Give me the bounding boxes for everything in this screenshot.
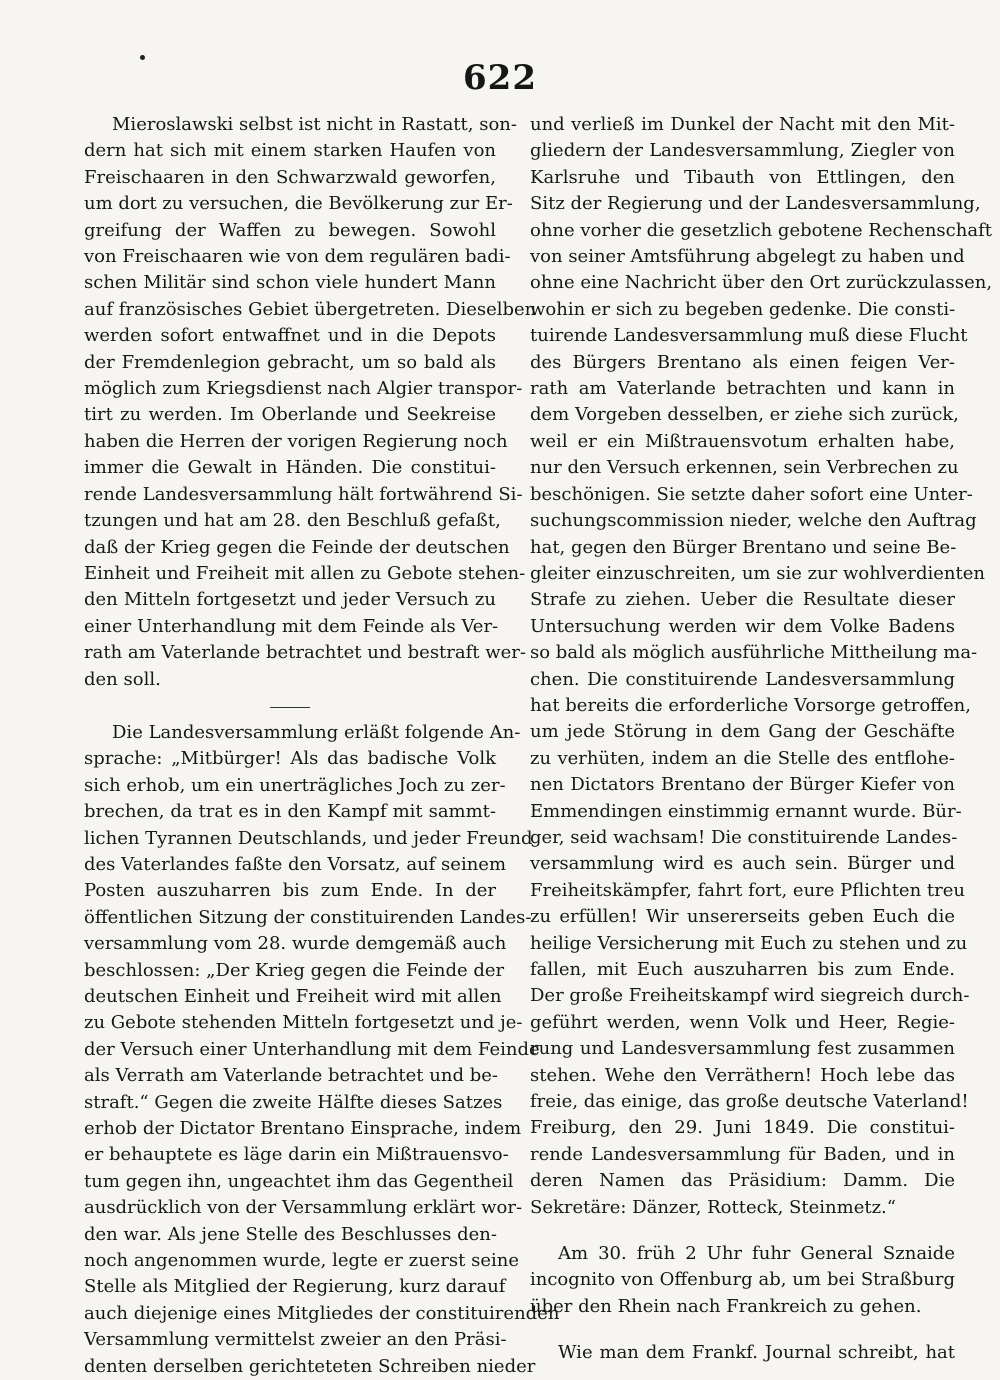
text-line: der Fremdenlegion gebracht, um so bald als (84, 351, 496, 373)
text-line: einer Unterhandlung mit dem Feinde als Ver- (84, 615, 499, 637)
text-line: rath am Vaterlande betrachtet und bestraft wer- (84, 642, 526, 664)
text-line: stehen. Wehe den Verräthern! Hoch lebe das (530, 1064, 955, 1086)
text-line: rung und Landesversammlung fest zusammen (530, 1038, 955, 1060)
text-line: erhob der Dictator Brentano Einsprache, indem (84, 1118, 522, 1140)
text-line: Einheit und Freiheit mit allen zu Gebote stehen- (84, 562, 526, 584)
text-line: nur den Versuch erkennen, sein Verbrechen zu (530, 457, 959, 479)
text-line: sich erhob, um ein unerträgliches Joch zu zer- (84, 774, 506, 796)
text-line: und verließ im Dunkel der Nacht mit den Mit- (530, 114, 955, 135)
text-line: heilige Versicherung mit Euch zu stehen und zu (530, 932, 968, 954)
text-line: ohne vorher die gesetzlich gebotene Rechenschaft (530, 219, 992, 241)
text-line: immer die Gewalt in Händen. Die constitui- (84, 457, 496, 479)
text-line: ger, seid wachsam! Die constituirende Landes- (530, 826, 958, 848)
text-line: schen Militär sind schon viele hundert Mann (84, 272, 496, 294)
text-line: den Mitteln fortgesetzt und jeder Versuch zu (84, 589, 496, 611)
text-line: tirt zu werden. Im Oberlande und Seekreise (84, 404, 496, 426)
text-line: sprache: „Mitbürger! Als das badische Volk (84, 748, 496, 770)
text-line: auf französisches Gebiet übergetreten. Dieselben (84, 298, 537, 320)
paragraph-gap (530, 1320, 955, 1340)
left-paragraph-1 (84, 112, 537, 693)
text-line: versammlung wird es auch sein. Bürger und (530, 853, 955, 875)
right-paragraph-1 (530, 112, 993, 1221)
text-line: geführt werden, wenn Volk und Heer, Regie- (530, 1011, 955, 1033)
text-line: wohin er sich zu begeben gedenke. Die consti- (530, 298, 956, 320)
text-line: straft.“ Gegen die zweite Hälfte dieses Satzes (84, 1091, 503, 1113)
text-line: hat, gegen den Bürger Brentano und seine Be- (530, 536, 957, 558)
text-line: freie, das einige, das große deutsche Vaterland! (530, 1091, 969, 1113)
left-column (84, 112, 560, 1380)
text-line: haben die Herren der vorigen Regierung noch (84, 430, 508, 452)
text-line: rende Landesversammlung für Baden, und in (530, 1143, 955, 1165)
text-line: dem Vorgeben desselben, er ziehe sich zurück, (530, 404, 959, 426)
text-line: des Bürgers Brentano als einen feigen Ver- (530, 351, 955, 373)
text-line: greifung der Waffen zu bewegen. Sowohl (84, 219, 496, 241)
text-line: Freischaaren in den Schwarzwald geworfen, (84, 166, 496, 188)
text-line: weil er ein Mißtrauensvotum erhalten habe, (530, 430, 955, 452)
right-column (530, 112, 993, 1367)
text-line: daß der Krieg gegen die Feinde der deutschen (84, 536, 510, 558)
text-line: Sekretäre: Dänzer, Rotteck, Steinmetz.“ (530, 1196, 896, 1218)
text-line: werden sofort entwaffnet und in die Depots (84, 325, 496, 347)
text-line: Karlsruhe und Tibauth von Ettlingen, den (530, 166, 955, 188)
text-line: beschlossen: „Der Krieg gegen die Feinde der (84, 959, 505, 981)
text-line: von seiner Amtsführung abgelegt zu haben und (530, 246, 965, 268)
text-line: gliedern der Landesversammlung, Ziegler von (530, 140, 955, 162)
text-line: des Vaterlandes faßte den Vorsatz, auf seinem (84, 853, 507, 875)
text-line: auch diejenige eines Mitgliedes der constituirenden (84, 1302, 560, 1324)
text-line: öffentlichen Sitzung der constituirenden Landes- (84, 906, 532, 928)
text-line: beschönigen. Sie setzte daher sofort eine Unter- (530, 483, 973, 505)
text-line: deren Namen das Präsidium: Damm. Die (530, 1170, 955, 1192)
text-line: Freiburg, den 29. Juni 1849. Die constitui- (530, 1117, 955, 1139)
text-line: über den Rhein nach Frankreich zu gehen. (530, 1295, 922, 1317)
text-line: incognito von Offenburg ab, um bei Straßburg (530, 1269, 955, 1291)
right-paragraph-3 (530, 1340, 955, 1366)
text-line: Untersuchung werden wir dem Volke Badens (530, 615, 955, 637)
text-line: rath am Vaterlande betrachten und kann in (530, 378, 955, 400)
text-line: rende Landesversammlung hält fortwährend Si- (84, 483, 523, 505)
text-line: Der große Freiheitskampf wird siegreich durch- (530, 985, 970, 1007)
text-line: tzungen und hat am 28. den Beschluß gefaßt, (84, 510, 501, 532)
text-line: er behauptete es läge darin ein Mißtrauensvo- (84, 1144, 509, 1166)
text-line: Wie man dem Frankf. Journal schreibt, hat (558, 1342, 955, 1364)
text-line: versammlung vom 28. wurde demgemäß auch (84, 933, 507, 955)
section-separator (270, 707, 310, 708)
text-line: ausdrücklich von der Versammlung erklärt wor- (84, 1197, 523, 1219)
text-line: Freiheitskämpfer, fahrt fort, eure Pflichten treu (530, 879, 965, 901)
text-line: Am 30. früh 2 Uhr fuhr General Sznaide (558, 1243, 955, 1265)
text-line: so bald als möglich ausführliche Mittheilung ma- (530, 642, 978, 664)
text-line: um jede Störung in dem Gang der Geschäfte (530, 721, 955, 743)
text-line: zu Gebote stehenden Mitteln fortgesetzt und je- (84, 1012, 523, 1034)
text-line: zu verhüten, indem an die Stelle des entflohe- (530, 747, 955, 769)
text-line: deutschen Einheit und Freiheit wird mit allen (84, 986, 502, 1007)
text-line: Mieroslawski selbst ist nicht in Rastatt, son- (112, 114, 517, 135)
text-line: Sitz der Regierung und der Landesversammlung, (530, 193, 981, 215)
text-line: tum gegen ihn, ungeachtet ihm das Gegentheil (84, 1170, 514, 1192)
text-line: Stelle als Mitglied der Regierung, kurz darauf (84, 1276, 506, 1298)
text-line: chen. Die constituirende Landesversammlung (530, 668, 955, 690)
right-paragraph-2 (530, 1241, 955, 1320)
text-line: denten derselben gerichteteten Schreiben nieder (84, 1355, 536, 1377)
paragraph-gap (530, 1221, 955, 1241)
text-line: Posten auszuharren bis zum Ende. In der (84, 880, 496, 902)
text-line: suchungscommission nieder, welche den Auftrag (530, 510, 977, 532)
text-line: Versammlung vermittelst zweier an den Präsi- (84, 1329, 507, 1351)
text-line: der Versuch einer Unterhandlung mit dem Feinde (84, 1038, 540, 1060)
text-line: von Freischaaren wie von dem regulären badi- (84, 246, 511, 268)
text-line: Strafe zu ziehen. Ueber die Resultate dieser (530, 589, 955, 611)
text-line: hat bereits die erforderliche Vorsorge getroffen, (530, 694, 971, 716)
text-line: tuirende Landesversammlung muß diese Flucht (530, 325, 968, 347)
text-line: brechen, da trat es in den Kampf mit sammt- (84, 801, 496, 823)
text-line: Die Landesversammlung erläßt folgende An- (112, 721, 521, 743)
text-line: um dort zu versuchen, die Bevölkerung zur Er- (84, 193, 513, 215)
text-line: den soll. (84, 668, 161, 690)
text-line: noch angenommen wurde, legte er zuerst seine (84, 1250, 520, 1272)
text-line: dern hat sich mit einem starken Haufen von (84, 140, 496, 162)
text-line: lichen Tyrannen Deutschlands, und jeder Freund (84, 827, 533, 849)
text-line: gleiter einzuschreiten, um sie zur wohlverdienten (530, 562, 986, 584)
text-line: ohne eine Nachricht über den Ort zurückzulassen, (530, 272, 993, 294)
left-paragraph-2 (84, 720, 560, 1380)
page-number: 622 (463, 58, 537, 98)
text-line: möglich zum Kriegsdienst nach Algier transpor- (84, 378, 523, 400)
text-line: nen Dictators Brentano der Bürger Kiefer von (530, 774, 955, 796)
text-line: zu erfüllen! Wir unsererseits geben Euch die (530, 906, 955, 928)
text-line: als Verrath am Vaterlande betrachtet und be- (84, 1065, 498, 1087)
text-line: Emmendingen einstimmig ernannt wurde. Bür- (530, 800, 962, 822)
text-line: fallen, mit Euch auszuharren bis zum Ende. (530, 959, 955, 980)
text-line: den war. Als jene Stelle des Beschlusses den- (84, 1223, 497, 1245)
